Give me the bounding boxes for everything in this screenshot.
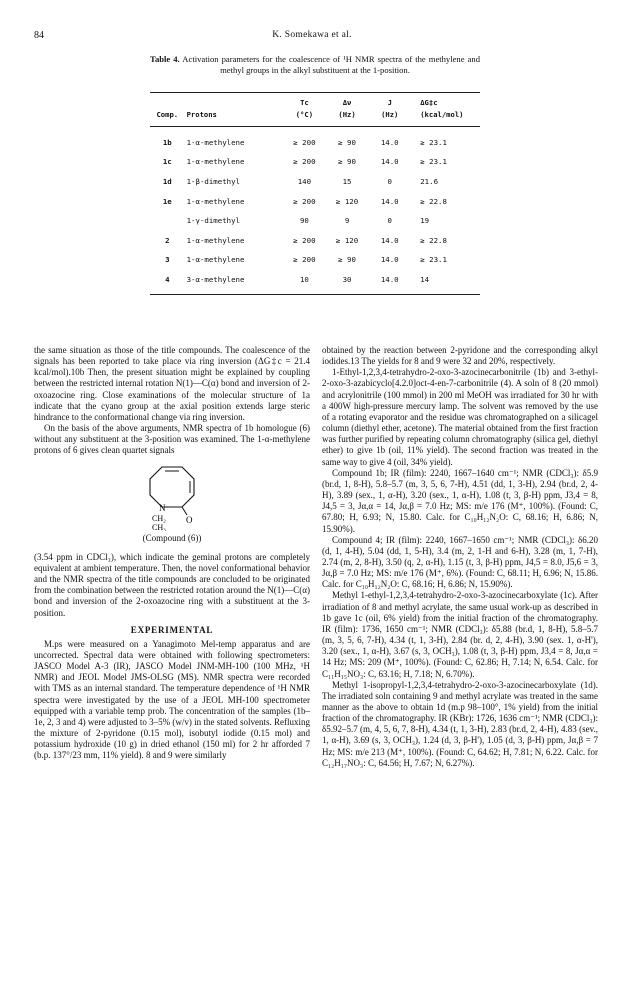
tc-cell: 10 (284, 270, 325, 294)
delta-g-cell: ≥ 23.1 (420, 255, 447, 265)
compound-cell: 1d (162, 176, 172, 186)
table-header-cell (185, 93, 284, 110)
table-header-cell: Comp. (150, 109, 185, 127)
section-heading: EXPERIMENTAL (130, 624, 214, 635)
table-header-cell: (°C) (284, 109, 325, 127)
body-paragraph: On the basis of the above arguments, NMR spectra of 1b homologue (6) without any substituent at the 3-position was examined. The 1-α-methylene protons of 6 gives clean quartet signals (34, 423, 310, 456)
protons-cell: 1-α-methylene (186, 255, 245, 265)
tc-cell: ≥ 200 (293, 137, 316, 147)
protons-cell: 1-α-methylene (186, 137, 245, 147)
activation-parameters-table (150, 92, 480, 295)
body-paragraph: (3.54 ppm in CDCl₃), which indicate the geminal protons are completely equivalent at ambient temperature. Then, the novel conformational behavior and the NMR spectra of the title compounds are concluded to be originated from the combination between the restricted rotation around the N(1)—C(α) bond and inversion of the 2-oxoazocine ring with a substituent at the 3-position. (34, 551, 310, 618)
delta-nu-cell: ≥ 120 (335, 235, 359, 245)
body-paragraph: Compound 1b; IR (film): 2240, 1667–1640 cm⁻¹; NMR (CDCl₃): δ5.9 (br.d, 1, 8-H), 5.8–5.7 (m, 3, 5, 6, 7-H), 4.51 (dd, 1, 3-H), 2.94 (br.d, 2, 4-H), 3.89 (sex., 1, α-H), 3.20 (sex., 1, α-H), 1.08 (t, 3, β-H) ppm, J3,4 = 8, J4,5 = 3, Jα,α = 14, Jα,β = 7.0 Hz; MS: m/e 176 (M⁺, 100%). (Found: C, 67.80; H, 6.93; N, 15.80. Calc. for C₁₀H₁₂N₂O: C, 68.16; H, 6.86; N, 15.90%). (322, 467, 598, 534)
table-caption-label: Table 4. (150, 54, 180, 64)
body-paragraph: M.ps were measured on a Yanagimoto Mel-temp apparatus and are uncorrected. Spectral data were obtained with following spectrometers: JASCO Model A-3 (IR), JASCO Model JNM-MH-100 (100 MHz, ¹H NMR) and JEOL Model JMS-OLSG (MS). NMR spectra were recorded with TMS as an internal standard. The temperature dependence of ¹H NMR spectra were investigated by the use of a JEOL MH-100 spectrometer equipped with a variable temp prob. The concentration of the samples (1b–1e, 2, 3 and 4) were adjusted to 3–5% (w/v) in the stated solvents. Refluxing the mixture of 2-pyridone (0.15 mol), isobutyl iodide (0.15 mol) and potassium hydroxide (10 g) in dried ethanol (150 ml) for 2 hr afforded 7 (b.p. 137°/23 mm, 11% yield). 8 and 9 were similarly (34, 638, 310, 761)
body-paragraph: Methyl 1-isopropyl-1,2,3,4-tetrahydro-2-oxo-3-azocinecarboxylate (1d). The irradiated soln containing 9 and methyl acrylate was treated in the same manner as the above to obtain 1d (m.p 98–100°, 1% yield) from the initial fraction of the chromatography. IR (KBr): 1726, 1636 cm⁻¹; NMR (CDCl₃): δ5.92–5.7 (m, 4, 5, 6, 7, 8-H), 4.34 (t, 1, 3-H), 2.83 (br.d, 2, 4-H), 4.83 (sev., 1, α-H), 3.69 (s, 3, OCH₃), 1.24 (d, 3, β-H'), 1.05 (d, 3, β-H) ppm, Jα,β = 7 Hz; MS: m/e 213 (M⁺, 100%). (Found: C, 64.62; H, 7.81; N, 6.22. Calc. for C₁₂H₁₇NO₃: C, 64.56; H, 7.67; N, 6.27%). (322, 679, 598, 768)
table-header-cell: (kcal/mol) (410, 109, 480, 127)
running-head: K. Somekawa et al. (272, 30, 352, 40)
table-header-cell: (Hz) (369, 109, 410, 127)
table-caption (150, 54, 480, 76)
compound-cell: 1b (162, 137, 172, 147)
delta-g-cell: 21.6 (420, 176, 439, 186)
j-cell: 14.0 (380, 196, 399, 206)
right-column (322, 345, 598, 769)
table-row (150, 211, 480, 231)
tc-cell: ≥ 200 (293, 235, 316, 245)
compound-cell: 1e (162, 196, 172, 206)
body-paragraph: Compound 4; IR (film): 2240, 1667–1650 cm⁻¹; NMR (CDCl₃): δ6.20 (d, 1, 4-H), 5.04 (dd, 1, 5-H), 3.4 (m, 2, 1-H and 6-H), 3.28 (m, 1, 7-H), 2.74 (m, 2, 8-H), 3.50 (q, 2, α-H), 1.15 (t, 3, β-H) ppm, J4,5 = 8.0, J5,6 = 3, Jα,β = 7.0 Hz; MS: m/e 176 (M⁺, 6%). (Found: C, 68.11; H, 6.96; N, 15.86. Calc. for C₁₀H₁₂N₂O: C, 68.16; H, 6.86; N, 15.90%). (322, 534, 598, 590)
compound-6-structure (132, 463, 212, 531)
compound-cell: 4 (150, 270, 185, 294)
body-paragraph: the same situation as those of the title compounds. The coalescence of the signals has been reported to take place via ring inversion (ΔG‡c = 21.4 kcal/mol).10b Then, the present situation might be explained by coupling between the restricted internal rotation N(1)—C(α) bond and inversion of 2-oxoazocine ring. Close examinations of the molecular structure of 1a indicate that the cyano group at the axial position extends large steric hindrance to the conformational change via ring inversion. (34, 345, 310, 422)
protons-cell: 1-α-methylene (186, 235, 245, 245)
table-header-cell: Δν (325, 93, 369, 110)
j-cell: 14.0 (380, 157, 399, 167)
table-row (150, 270, 480, 294)
body-paragraph: obtained by the reaction between 2-pyridone and the corresponding alkyl iodides.13 The yields for 8 and 9 were 32 and 20%, respectively. (322, 345, 598, 367)
structure-ch3-label: CH₃ (152, 522, 166, 531)
delta-nu-cell: ≥ 90 (338, 255, 356, 265)
body-paragraph: 1-Ethyl-1,2,3,4-tetrahydro-2-oxo-3-azocinecarbonitrile (1b) and 3-ethyl-2-oxo-3-azabicyclo[4.2.0]oct-4-en-7-carbonitrile (4). A soln of 8 (20 mmol) and acrylonitrile (100 mmol) in 200 ml MeOH was irradiated for 30 hr with a 400W high-pressure mercury lamp. The solvent was removed by the use of a rotating evaporator and the residue was chromatographed on a silicagel column (diethyl ether, acetone). The material obtained from the first fraction was further purified by repeating column chromatography (silica gel, diethyl ether) to give 1b (oil, 11% yield). The second fraction was treated in the same way to give 4 (oil, 34% yield). (322, 367, 598, 467)
table-row (150, 231, 480, 251)
table-row (150, 153, 480, 173)
tc-cell: 90 (299, 216, 309, 226)
delta-g-cell: 19 (420, 216, 430, 226)
table-header-cell: ΔG‡c (410, 93, 480, 110)
protons-cell: 1-β-dimethyl (186, 176, 240, 186)
table-header-cell (150, 93, 185, 110)
tc-cell: 140 (297, 176, 312, 186)
structure-label: (Compound (6)) (142, 532, 202, 543)
delta-g-cell: ≥ 23.1 (420, 157, 447, 167)
page-header (34, 30, 590, 44)
structure-o-label: O (186, 514, 193, 525)
protons-cell: 1-γ-dimethyl (186, 216, 240, 226)
tc-cell: ≥ 200 (293, 196, 316, 206)
protons-cell: 1-α-methylene (186, 157, 245, 167)
table-header-cell: J (369, 93, 410, 110)
delta-nu-cell: 9 (344, 216, 350, 226)
table-header-cell: (Hz) (325, 109, 369, 127)
j-cell: 14.0 (369, 270, 410, 294)
delta-nu-cell: 30 (325, 270, 369, 294)
table-row (150, 251, 480, 271)
table-row (150, 127, 480, 153)
structure-ch2-label: CH₂ (152, 513, 166, 523)
delta-nu-cell: 15 (342, 176, 352, 186)
j-cell: 0 (387, 176, 392, 186)
table-header-cell: Protons (185, 109, 284, 127)
compound-cell: 1c (162, 157, 172, 167)
table-row (150, 192, 480, 212)
carbonyl-bond (182, 507, 187, 515)
delta-nu-cell: ≥ 90 (338, 157, 356, 167)
structure-n-label: N (159, 502, 166, 513)
table-header-cell: Tc (284, 93, 325, 110)
page-number: 84 (34, 30, 44, 41)
j-cell: 14.0 (380, 137, 399, 147)
azocine-ring (150, 467, 194, 507)
tc-cell: ≥ 200 (293, 157, 316, 167)
table-body (150, 127, 480, 295)
compound-cell: 2 (165, 235, 170, 245)
delta-nu-cell: ≥ 120 (335, 196, 359, 206)
delta-g-cell: ≥ 23.1 (420, 137, 447, 147)
table-row (150, 172, 480, 192)
left-column (34, 345, 310, 762)
j-cell: 14.0 (380, 255, 399, 265)
protons-cell: 1-α-methylene (186, 196, 245, 206)
delta-g-cell: 14 (410, 270, 480, 294)
compound-cell: 3 (165, 255, 170, 265)
table-header-row (150, 93, 480, 110)
body-paragraph: Methyl 1-ethyl-1,2,3,4-tetrahydro-2-oxo-3-azocinecarboxylate (1c). After irradiation of 8 and methyl acrylate, the same usual work-up as described in 1b gave 1c (oil, 6% yield) from the initial fraction of the chromatography. IR (film): 1736, 1650 cm⁻¹; NMR (CDCl₃): δ5.88 (br.d, 1, 8-H), 5.8–5.7 (m, 3, 5, 6, 7-H), 4.34 (t, 1, 3-H), 2.84 (br. d, 2, 4-H), 3.90 (sex. 1, α-H'), 3.20 (sex., 1, α-H), 3.67 (s, 3, OCH₃), 1.08 (t, 3, β-H) ppm, J3,4 = 8, Jα,α = 14 Hz; MS: 209 (M⁺, 100%). (Found: C, 62.86; H, 7.14; N, 6.54. Calc. for C₁₁H₁₅NO₃: C, 63.16; H, 7.18; N, 6.70%). (322, 590, 598, 679)
tc-cell: ≥ 200 (293, 255, 316, 265)
delta-g-cell: ≥ 22.8 (420, 235, 447, 245)
compound-cell (150, 211, 185, 231)
protons-cell: 3-α-methylene (185, 270, 284, 294)
j-cell: 0 (387, 216, 392, 226)
table-caption-text: Activation parameters for the coalescence of ¹H NMR spectra of the methylene and methyl groups in the alkyl substituent at the 1-position. (182, 54, 480, 76)
j-cell: 14.0 (380, 235, 399, 245)
table-header-row (150, 109, 480, 127)
delta-nu-cell: ≥ 90 (338, 137, 356, 147)
delta-g-cell: ≥ 22.8 (420, 196, 447, 206)
